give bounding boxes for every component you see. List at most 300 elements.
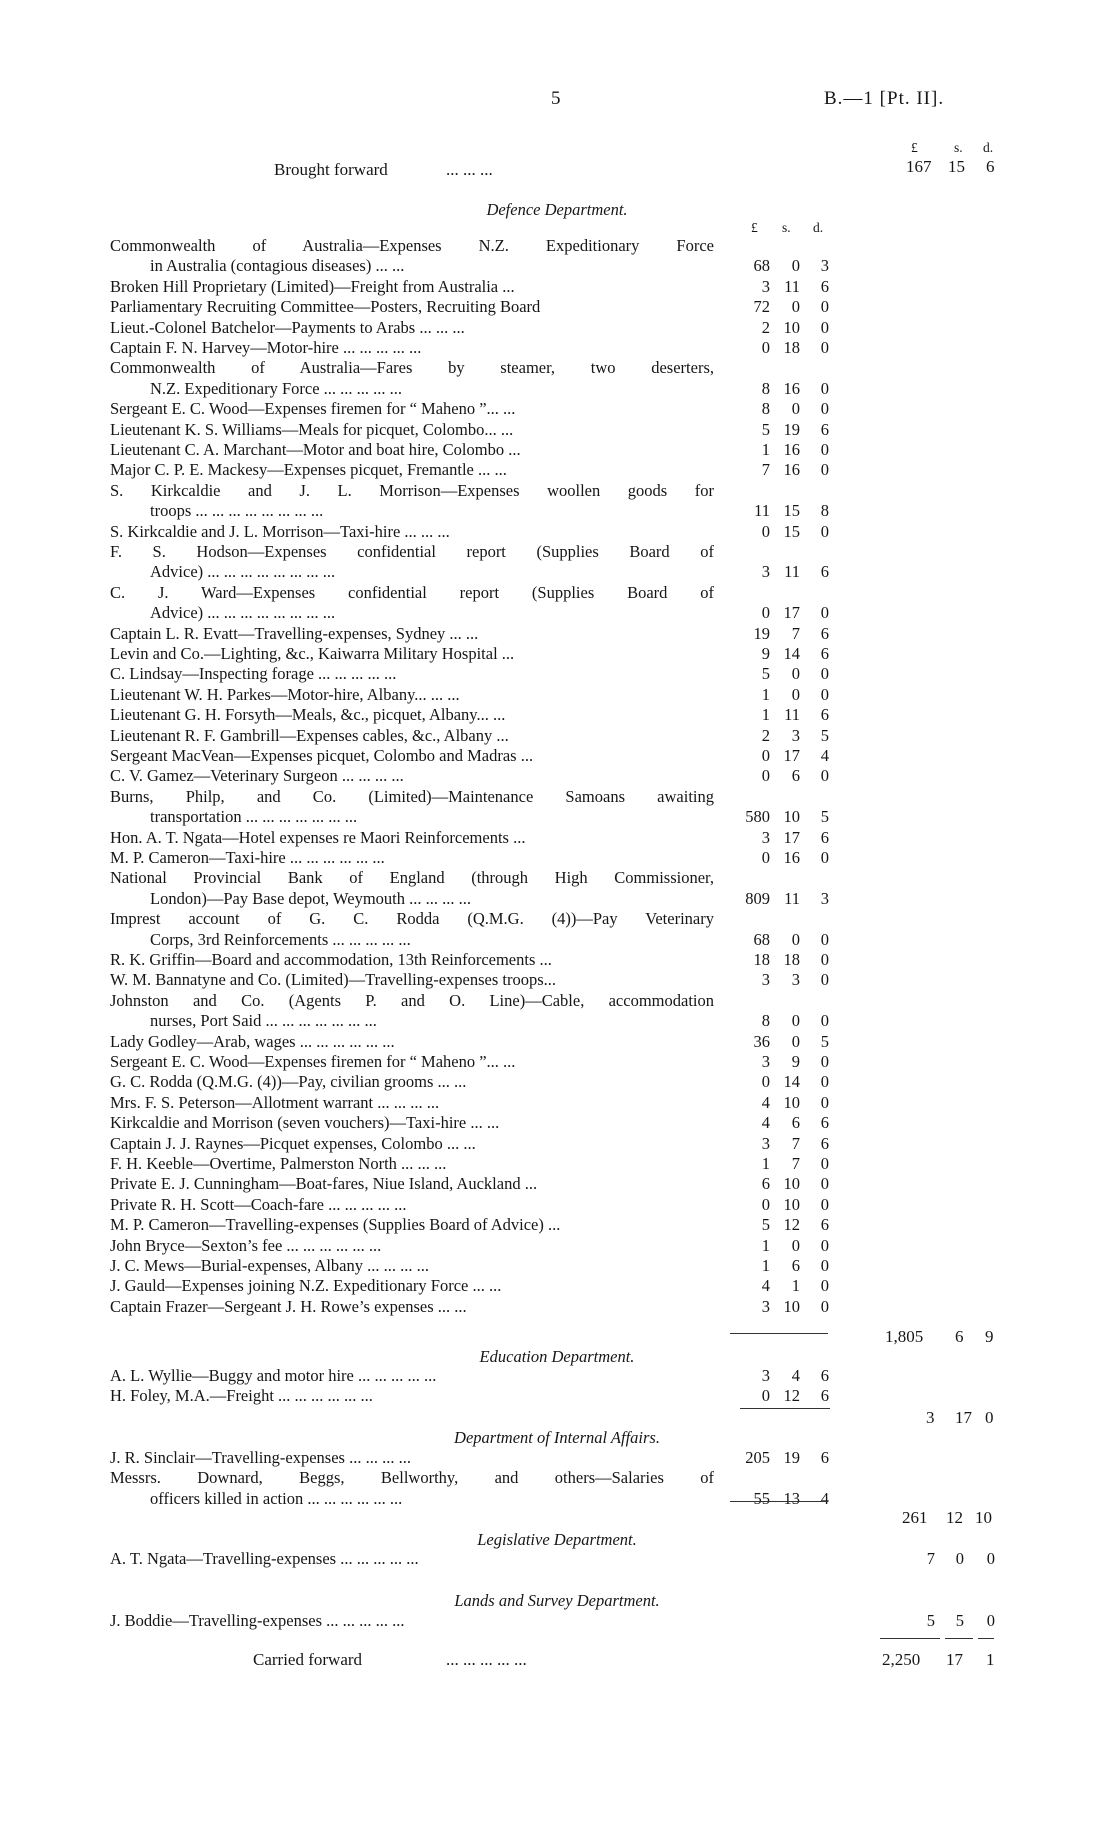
entry-description: J. Boddie—Travelling-expenses ... ... ... ... ... xyxy=(110,1611,405,1630)
entry-description: C. J. Ward—Expenses confidential report (Supplies Board of xyxy=(110,582,714,602)
entry-pounds: 0 xyxy=(761,1072,770,1092)
entry-line xyxy=(110,644,1010,664)
entry-pounds: 3 xyxy=(761,970,770,990)
entry-line xyxy=(110,1297,1010,1317)
entry-description: transportation ... ... ... ... ... ... ... xyxy=(150,807,358,827)
entry-pounds: 2 xyxy=(761,317,770,337)
entry-pence: 0 xyxy=(820,950,829,969)
entry-line xyxy=(110,664,1010,684)
entry-line xyxy=(110,256,1010,276)
entry-description: A. L. Wyllie—Buggy and motor hire ... ... ... ... ... xyxy=(110,1366,437,1385)
entry-pounds: 68 xyxy=(753,256,770,276)
education-total-pence: 0 xyxy=(985,1408,994,1427)
entry-pence: 0 xyxy=(820,1174,829,1194)
internal-affairs-total-pounds: 261 xyxy=(902,1508,928,1527)
entry-pounds: 36 xyxy=(753,1031,770,1051)
entry-line xyxy=(110,1072,1010,1092)
brought-forward-label: Brought forward xyxy=(274,160,388,179)
entry-pounds: 8 xyxy=(761,378,770,398)
entry-description: J. Gauld—Expenses joining N.Z. Expeditionary Force ... ... xyxy=(110,1276,502,1296)
entry-line xyxy=(110,542,1010,562)
entry-pence: 6 xyxy=(820,1215,829,1235)
entry-description: F. H. Keeble—Overtime, Palmerston North ... ... ... xyxy=(110,1154,447,1173)
entry-shillings: 11 xyxy=(784,276,800,296)
entry-pounds: 0 xyxy=(761,766,770,786)
entry-shillings: 11 xyxy=(784,705,800,725)
entry-pence: 0 xyxy=(820,1276,829,1296)
entry-pounds: 1 xyxy=(761,1235,770,1255)
entry-pence: 6 xyxy=(820,562,829,582)
entry-pence: 0 xyxy=(820,297,829,317)
entry-line xyxy=(110,1448,1010,1468)
entry-pounds: 0 xyxy=(761,603,770,623)
entry-description: Lieutenant G. H. Forsyth—Meals, &c., picquet, Albany... ... xyxy=(110,705,506,725)
internal-affairs-total-pence: 10 xyxy=(975,1508,992,1527)
entry-line xyxy=(110,848,1010,868)
entry-shillings: 6 xyxy=(791,766,800,786)
entry-line xyxy=(110,1215,1010,1235)
entry-description: N.Z. Expeditionary Force ... ... ... ... ... xyxy=(150,378,403,398)
entry-line xyxy=(110,583,1010,603)
entry-shillings: 11 xyxy=(784,888,800,908)
entry-description: H. Foley, M.A.—Freight ... ... ... ... ... ... xyxy=(110,1386,373,1406)
entry-pounds: 205 xyxy=(745,1448,770,1467)
entry-shillings: 10 xyxy=(783,1296,800,1316)
entry-shillings: 1 xyxy=(791,1276,800,1296)
entry-description: Mrs. F. S. Peterson—Allotment warrant ... ... ... ... xyxy=(110,1092,440,1112)
entry-line xyxy=(110,1386,1010,1406)
page-number: 5 xyxy=(551,88,561,109)
entry-shillings: 18 xyxy=(783,950,800,969)
entry-shillings: 15 xyxy=(783,521,800,541)
entry-pounds: 7 xyxy=(926,1549,935,1568)
entry-pence: 0 xyxy=(820,1092,829,1112)
entry-description: Commonwealth of Australia—Expenses N.Z. Expeditionary Force xyxy=(110,236,714,255)
entry-pence: 6 xyxy=(820,1448,829,1467)
entry-description: Johnston and Co. (Agents P. and O. Line)—Cable, accommodation xyxy=(110,990,714,1010)
entry-pence: 5 xyxy=(820,807,829,827)
entry-pounds: 18 xyxy=(753,950,770,969)
entry-pounds: 4 xyxy=(761,1113,770,1133)
entry-pounds: 5 xyxy=(761,664,770,684)
entry-shillings: 6 xyxy=(791,1256,800,1275)
education-total-pounds: 3 xyxy=(926,1408,935,1427)
entry-line xyxy=(110,930,1010,950)
entry-line xyxy=(110,1032,1010,1052)
entry-line xyxy=(110,1195,1010,1215)
carried-forward-label: Carried forward xyxy=(253,1650,363,1669)
entry-pence: 6 xyxy=(820,827,829,847)
entry-pounds: 1 xyxy=(761,1154,770,1173)
entry-pence: 0 xyxy=(986,1549,995,1568)
entry-pence: 3 xyxy=(820,256,829,276)
entry-pence: 0 xyxy=(820,440,829,459)
entry-pence: 0 xyxy=(820,848,829,867)
entry-shillings: 12 xyxy=(783,1215,800,1235)
entry-description: Captain Frazer—Sergeant J. H. Rowe’s expenses ... ... xyxy=(110,1296,467,1316)
entry-line xyxy=(110,807,1010,827)
entry-description: Imprest account of G. C. Rodda (Q.M.G. (4))—Pay Veterinary xyxy=(110,909,714,929)
entry-pounds: 1 xyxy=(761,440,770,459)
entry-line xyxy=(110,420,1010,440)
entry-pounds: 8 xyxy=(761,399,770,419)
entry-pounds: 3 xyxy=(761,827,770,847)
entry-description: Major C. P. E. Mackesy—Expenses picquet, Fremantle ... ... xyxy=(110,460,507,480)
entry-shillings: 0 xyxy=(791,399,800,419)
section-title-legislative: Legislative Department. xyxy=(477,1530,637,1549)
entry-line xyxy=(110,522,1010,542)
entry-description: Lieutenant W. H. Parkes—Motor-hire, Albany... ... ... xyxy=(110,684,460,704)
entry-pounds: 55 xyxy=(753,1488,770,1508)
col-head-pence: d. xyxy=(813,220,824,235)
brought-forward-dots: ... ... ... xyxy=(446,160,493,179)
entry-line xyxy=(110,1052,1010,1072)
entry-pounds: 1 xyxy=(761,705,770,725)
entry-shillings: 16 xyxy=(783,378,800,398)
entry-pence: 5 xyxy=(820,1031,829,1051)
entry-shillings: 7 xyxy=(791,623,800,643)
entry-pence: 6 xyxy=(820,705,829,725)
entry-pence: 0 xyxy=(820,1011,829,1031)
entry-shillings: 17 xyxy=(783,603,800,623)
carried-forward-dots: ... ... ... ... ... xyxy=(446,1650,527,1669)
entry-shillings: 7 xyxy=(791,1154,800,1173)
entry-pence: 6 xyxy=(820,419,829,439)
entry-line xyxy=(110,950,1010,970)
entry-pence: 0 xyxy=(820,1154,829,1173)
entry-shillings: 10 xyxy=(783,1092,800,1112)
entry-shillings: 7 xyxy=(791,1133,800,1153)
entry-pence: 0 xyxy=(820,1256,829,1275)
entry-description: officers killed in action ... ... ... ... ... ... xyxy=(150,1488,403,1508)
entry-description: National Provincial Bank of England (through High Commissioner, xyxy=(110,868,714,888)
brought-forward-pounds: 167 xyxy=(906,157,932,176)
entry-pounds: 0 xyxy=(761,338,770,357)
entry-line xyxy=(110,440,1010,460)
carried-forward-shillings: 17 xyxy=(946,1650,963,1669)
entry-line xyxy=(110,685,1010,705)
entry-shillings: 0 xyxy=(791,684,800,704)
entry-pence: 0 xyxy=(820,399,829,419)
col-head-shillings: s. xyxy=(782,220,791,235)
entry-description: Messrs. Downard, Beggs, Bellworthy, and others—Salaries of xyxy=(110,1468,714,1488)
entry-description: in Australia (contagious diseases) ... ... xyxy=(150,256,405,276)
entry-pence: 0 xyxy=(820,521,829,541)
entry-line xyxy=(110,766,1010,786)
entry-shillings: 0 xyxy=(791,256,800,276)
entry-description: Kirkcaldie and Morrison (seven vouchers)—Taxi-hire ... ... xyxy=(110,1113,500,1133)
entry-description: Lieutenant R. F. Gambrill—Expenses cables, &c., Albany ... xyxy=(110,725,509,745)
entry-description: Levin and Co.—Lighting, &c., Kaiwarra Military Hospital ... xyxy=(110,644,515,663)
entry-pence: 8 xyxy=(820,501,829,521)
entry-pounds: 580 xyxy=(745,807,770,827)
entry-description: nurses, Port Said ... ... ... ... ... ... ... xyxy=(150,1011,377,1031)
section-title-internal-affairs: Department of Internal Affairs. xyxy=(454,1428,660,1447)
entry-description: J. R. Sinclair—Travelling-expenses ... ... ... ... xyxy=(110,1448,411,1467)
entry-shillings: 9 xyxy=(791,1052,800,1071)
entry-pence: 6 xyxy=(820,1366,829,1385)
entry-pounds: 72 xyxy=(753,297,770,317)
entry-shillings: 0 xyxy=(791,1011,800,1031)
col-head-pounds-right: £ xyxy=(911,140,918,155)
entry-description: Captain F. N. Harvey—Motor-hire ... ... ... ... ... xyxy=(110,338,422,357)
entry-pounds: 0 xyxy=(761,1386,770,1406)
document-reference: B.—1 [Pt. II]. xyxy=(824,88,945,109)
entry-pounds: 3 xyxy=(761,562,770,582)
entry-line xyxy=(110,1113,1010,1133)
entry-description: Hon. A. T. Ngata—Hotel expenses re Maori Reinforcements ... xyxy=(110,827,526,847)
entry-pounds: 6 xyxy=(761,1174,770,1194)
entry-line xyxy=(110,399,1010,419)
entry-line xyxy=(110,787,1010,807)
entry-line xyxy=(110,1611,1010,1631)
entry-description: Broken Hill Proprietary (Limited)—Freight from Australia ... xyxy=(110,276,515,296)
col-head-pounds: £ xyxy=(751,220,758,235)
entry-line xyxy=(110,297,1010,317)
entry-pounds: 7 xyxy=(761,460,770,480)
entry-description: Lieutenant K. S. Williams—Meals for picquet, Colombo... ... xyxy=(110,419,514,439)
entry-pence: 0 xyxy=(820,317,829,337)
entry-description: troops ... ... ... ... ... ... ... ... xyxy=(150,501,324,521)
entry-shillings: 10 xyxy=(783,317,800,337)
entry-description: Private R. H. Scott—Coach-fare ... ... ... ... ... xyxy=(110,1194,407,1214)
section-title-lands-survey: Lands and Survey Department. xyxy=(454,1591,660,1610)
entry-pounds: 809 xyxy=(745,888,770,908)
entry-pounds: 0 xyxy=(761,746,770,765)
entry-pounds: 0 xyxy=(761,1194,770,1214)
entry-shillings: 18 xyxy=(783,338,800,357)
entry-description: S. Kirkcaldie and J. L. Morrison—Expenses woollen goods for xyxy=(110,480,714,500)
entry-pounds: 5 xyxy=(761,419,770,439)
entry-pence: 6 xyxy=(820,1133,829,1153)
entry-description: W. M. Bannatyne and Co. (Limited)—Travelling-expenses troops... xyxy=(110,970,557,990)
entry-pounds: 3 xyxy=(761,1133,770,1153)
entry-pence: 6 xyxy=(820,1113,829,1133)
entry-line xyxy=(110,562,1010,582)
entry-shillings: 11 xyxy=(784,562,800,582)
entry-description: Corps, 3rd Reinforcements ... ... ... ... ... xyxy=(150,929,411,949)
entry-line xyxy=(110,1011,1010,1031)
entry-description: G. C. Rodda (Q.M.G. (4))—Pay, civilian grooms ... ... xyxy=(110,1072,467,1092)
entry-pence: 0 xyxy=(820,664,829,684)
entry-description: M. P. Cameron—Taxi-hire ... ... ... ... ... ... xyxy=(110,848,385,867)
entry-pounds: 2 xyxy=(761,725,770,745)
internal-affairs-total-shillings: 12 xyxy=(946,1508,963,1527)
entry-line xyxy=(110,1468,1010,1488)
entry-shillings: 16 xyxy=(783,440,800,459)
entry-description: S. Kirkcaldie and J. L. Morrison—Taxi-hire ... ... ... xyxy=(110,521,450,541)
entry-shillings: 0 xyxy=(791,1235,800,1255)
entry-description: Lieut.-Colonel Batchelor—Payments to Arabs ... ... ... xyxy=(110,317,465,337)
internal-affairs-subtotal-rule xyxy=(730,1501,828,1502)
entry-line xyxy=(110,828,1010,848)
entry-line xyxy=(110,501,1010,521)
entry-description: Advice) ... ... ... ... ... ... ... ... xyxy=(150,603,336,623)
entry-shillings: 3 xyxy=(791,970,800,990)
entry-pence: 0 xyxy=(820,378,829,398)
entry-shillings: 15 xyxy=(783,501,800,521)
entry-description: Private E. J. Cunningham—Boat-fares, Niue Island, Auckland ... xyxy=(110,1174,538,1194)
entry-pence: 0 xyxy=(820,1194,829,1214)
carried-forward-pounds: 2,250 xyxy=(882,1650,921,1669)
entry-line xyxy=(110,1154,1010,1174)
entry-pounds: 1 xyxy=(761,684,770,704)
entry-pounds: 3 xyxy=(761,1052,770,1071)
entry-description: R. K. Griffin—Board and accommodation, 13th Reinforcements ... xyxy=(110,950,552,969)
entry-shillings: 16 xyxy=(783,460,800,480)
entry-description: Sergeant MacVean—Expenses picquet, Colombo and Madras ... xyxy=(110,746,534,765)
entry-line xyxy=(110,1276,1010,1296)
entry-shillings: 0 xyxy=(791,929,800,949)
entry-pounds: 0 xyxy=(761,521,770,541)
entry-shillings: 13 xyxy=(783,1488,800,1508)
entry-description: Captain J. J. Raynes—Picquet expenses, Colombo ... ... xyxy=(110,1133,476,1153)
entry-line xyxy=(110,1236,1010,1256)
entry-description: Captain L. R. Evatt—Travelling-expenses, Sydney ... ... xyxy=(110,623,479,643)
entry-line xyxy=(110,868,1010,888)
entry-pounds: 0 xyxy=(761,848,770,867)
entry-line xyxy=(110,318,1010,338)
entry-pence: 6 xyxy=(820,1386,829,1406)
entry-line xyxy=(110,746,1010,766)
entry-line xyxy=(110,909,1010,929)
entry-line xyxy=(110,236,1010,256)
entry-line xyxy=(110,889,1010,909)
entry-pounds: 5 xyxy=(926,1611,935,1630)
entry-pence: 4 xyxy=(820,1488,829,1508)
entry-shillings: 10 xyxy=(783,807,800,827)
entry-pence: 0 xyxy=(820,1052,829,1071)
entry-line xyxy=(110,358,1010,378)
entry-shillings: 0 xyxy=(791,664,800,684)
entry-pence: 0 xyxy=(820,1235,829,1255)
entry-line xyxy=(110,1489,1010,1509)
section-title-education: Education Department. xyxy=(479,1347,635,1366)
entry-pounds: 5 xyxy=(761,1215,770,1235)
brought-forward-pence: 6 xyxy=(986,157,995,176)
entry-description: Sergeant E. C. Wood—Expenses firemen for “ Maheno ”... ... xyxy=(110,1052,516,1071)
col-head-shillings-right: s. xyxy=(954,140,963,155)
carried-forward-pence: 1 xyxy=(986,1650,995,1669)
entry-line xyxy=(110,991,1010,1011)
entry-description: J. C. Mews—Burial-expenses, Albany ... ... ... ... xyxy=(110,1256,429,1275)
entry-pence: 0 xyxy=(820,766,829,786)
entry-pounds: 3 xyxy=(761,1296,770,1316)
entry-shillings: 10 xyxy=(783,1194,800,1214)
entry-pence: 0 xyxy=(820,684,829,704)
entry-pounds: 68 xyxy=(753,929,770,949)
entry-line xyxy=(110,726,1010,746)
entry-pounds: 8 xyxy=(761,1011,770,1031)
entry-description: Advice) ... ... ... ... ... ... ... ... xyxy=(150,562,336,582)
defence-total-shillings: 6 xyxy=(955,1327,964,1346)
entry-shillings: 16 xyxy=(783,848,800,867)
entry-line xyxy=(110,624,1010,644)
entry-pounds: 1 xyxy=(761,1256,770,1275)
entry-shillings: 6 xyxy=(791,1113,800,1133)
entry-description: Sergeant E. C. Wood—Expenses firemen for “ Maheno ”... ... xyxy=(110,399,516,419)
entry-shillings: 12 xyxy=(783,1386,800,1406)
entry-shillings: 14 xyxy=(783,1072,800,1092)
entry-pence: 4 xyxy=(820,746,829,765)
entry-description: C. V. Gamez—Veterinary Surgeon ... ... ... ... xyxy=(110,766,404,786)
entry-description: A. T. Ngata—Travelling-expenses ... ... ... ... ... xyxy=(110,1549,419,1568)
entry-pence: 3 xyxy=(820,888,829,908)
entry-description: London)—Pay Base depot, Weymouth ... ... ... ... xyxy=(150,888,472,908)
entry-shillings: 17 xyxy=(783,827,800,847)
entry-line xyxy=(110,1256,1010,1276)
entry-pence: 6 xyxy=(820,276,829,296)
entry-pence: 0 xyxy=(820,460,829,480)
entry-description: Lady Godley—Arab, wages ... ... ... ... ... ... xyxy=(110,1031,395,1051)
entry-pounds: 3 xyxy=(761,1366,770,1385)
entry-pounds: 9 xyxy=(761,644,770,663)
entry-line xyxy=(110,1549,1010,1569)
entry-pence: 6 xyxy=(820,623,829,643)
section-title-defence: Defence Department. xyxy=(486,200,628,219)
entry-pence: 5 xyxy=(820,725,829,745)
entry-description: Lieutenant C. A. Marchant—Motor and boat hire, Colombo ... xyxy=(110,440,521,459)
entry-shillings: 0 xyxy=(791,297,800,317)
entry-pence: 0 xyxy=(820,929,829,949)
entry-pounds: 3 xyxy=(761,276,770,296)
defence-total-pounds: 1,805 xyxy=(885,1327,924,1346)
entry-shillings: 5 xyxy=(955,1611,964,1630)
entry-description: Commonwealth of Australia—Fares by steamer, two deserters, xyxy=(110,358,714,378)
entry-line xyxy=(110,338,1010,358)
entry-description: F. S. Hodson—Expenses confidential report (Supplies Board of xyxy=(110,542,714,561)
entry-shillings: 3 xyxy=(791,725,800,745)
defence-total-pence: 9 xyxy=(985,1327,994,1346)
entry-description: John Bryce—Sexton’s fee ... ... ... ... ... ... xyxy=(110,1235,382,1255)
entry-shillings: 19 xyxy=(783,1448,800,1467)
entry-line xyxy=(110,1366,1010,1386)
entry-description: Burns, Philp, and Co. (Limited)—Maintenance Samoans awaiting xyxy=(110,786,714,806)
entry-pounds: 11 xyxy=(754,501,770,521)
education-subtotal-rule xyxy=(740,1408,830,1409)
entry-pence: 0 xyxy=(820,1072,829,1092)
education-total-shillings: 17 xyxy=(955,1408,972,1427)
entry-description: Parliamentary Recruiting Committee—Posters, Recruiting Board xyxy=(110,297,541,317)
entry-line xyxy=(110,1134,1010,1154)
carried-forward-rule-pounds xyxy=(880,1638,940,1639)
entry-pence: 0 xyxy=(986,1611,995,1630)
entry-pence: 0 xyxy=(820,970,829,990)
entry-shillings: 10 xyxy=(783,1174,800,1194)
entry-shillings: 19 xyxy=(783,419,800,439)
col-head-pence-right: d. xyxy=(983,140,994,155)
carried-forward-rule-pence xyxy=(978,1638,994,1639)
entry-pence: 0 xyxy=(820,338,829,357)
entry-line xyxy=(110,970,1010,990)
entry-shillings: 14 xyxy=(783,644,800,663)
defence-subtotal-rule xyxy=(730,1333,828,1334)
entry-line xyxy=(110,481,1010,501)
entry-pounds: 4 xyxy=(761,1276,770,1296)
entry-shillings: 0 xyxy=(955,1549,964,1568)
entry-line xyxy=(110,1093,1010,1113)
carried-forward-rule-shillings xyxy=(945,1638,973,1639)
entry-line xyxy=(110,603,1010,623)
entry-description: C. Lindsay—Inspecting forage ... ... ... ... ... xyxy=(110,664,397,684)
entry-pence: 0 xyxy=(820,1296,829,1316)
brought-forward-shillings: 15 xyxy=(948,157,965,176)
entry-line xyxy=(110,1174,1010,1194)
entry-shillings: 4 xyxy=(791,1366,800,1385)
entry-shillings: 0 xyxy=(791,1031,800,1051)
entry-line xyxy=(110,379,1010,399)
entry-line xyxy=(110,460,1010,480)
